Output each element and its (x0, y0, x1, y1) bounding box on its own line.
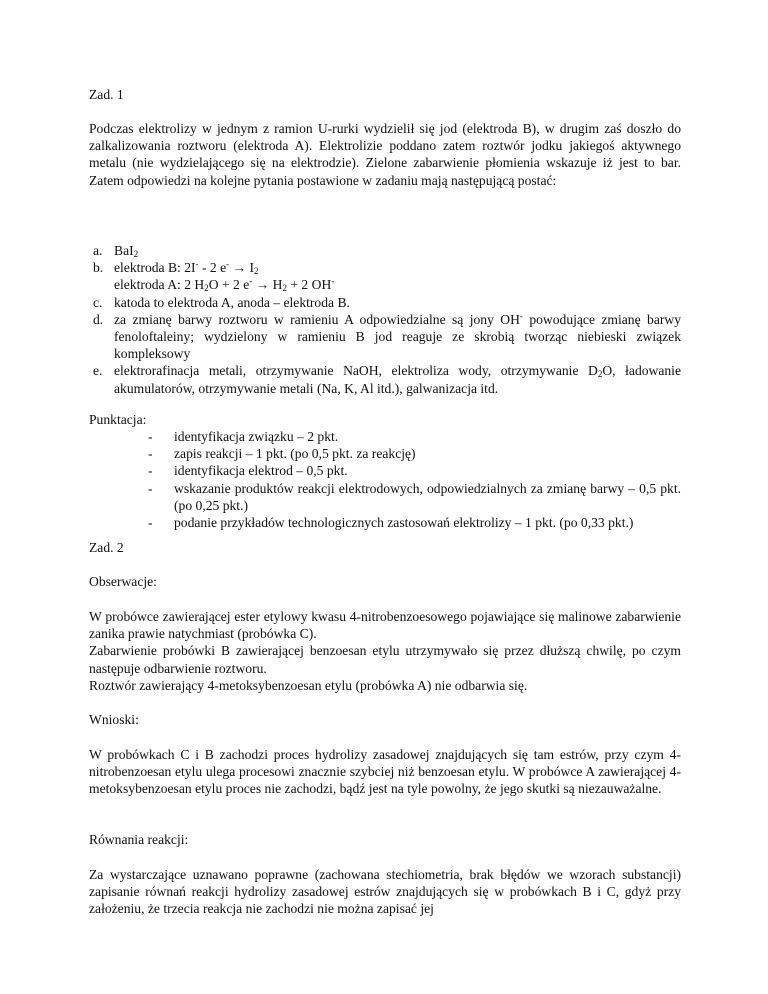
answer-d: d. za zmianę barwy roztworu w ramieniu A odpowiedzialne są jony OH- powodujące zmianę barwy fenoloftaleiny; wydzielony w ramieniu B jod reaguje ze skrobią tworząc niebieski związek kompleksowy (93, 310, 681, 362)
answer-b-line2: elektroda A: 2 $H_2O + 2$ $e^- \to H_2 + 2$ OH- (114, 276, 335, 294)
punktacja-list (148, 428, 681, 531)
punktacja-item: - podanie przykładów technologicznych zastosowań elektrolizy – 1 pkt. (po 0,33 pkt.) (148, 515, 634, 531)
wnioski-text: W probówkach C i B zachodzi proces hydrolizy zasadowej znajdujących się tam estrów, przy czym 4-nitrobenzoesan etylu ulega procesowi znacznie szybciej niż benzoesan etylu. W probówce A zawierającej 4-metoksybenzoesan etylu proces nie zachodzi, bądź jest na tyle powolny, że jego skutki są niezauważalne. (89, 747, 681, 797)
zad1-answer-list (89, 242, 681, 397)
answer-e: e. elektrorafinacja metali, otrzymywanie NaOH, elektroliza wody, otrzymywanie $D_2O$, ładowanie akumulatorów, otrzymywanie metali (Na, K, Al itd.), galwanizacja itd. (93, 363, 681, 396)
obserwacja-b: Zabarwienie probówki B zawierającej benzoesan etylu utrzymywało się przez dłuższą chwilę, po czym następuje odbarwienie roztworu. (89, 643, 681, 676)
punktacja-item: - zapis reakcji – 1 pkt. (po 0,5 pkt. za reakcję) (148, 446, 416, 462)
zad1-title: Zad. 1 (89, 87, 124, 102)
obserwacje-text (89, 608, 681, 694)
zad1-intro: Podczas elektrolizy w jednym z ramion U-rurki wydzielił się jod (elektroda B), w drugim zaś doszło do zalkalizowania roztworu (elektroda A). Elektrolizie poddano zatem roztwór jodku jakiegoś aktywnego metalu (nie wydzielającego się na elektrodzie). Zielone zabarwienie płomienia wskazuje iż jest to bar. Zatem odpowiedzi na kolejne pytania postawione w zadaniu mają następującą postać: (89, 121, 681, 188)
zad2-title: Zad. 2 (89, 540, 124, 555)
rownania-label: Równania reakcji: (89, 832, 189, 847)
obserwacje-label: Obserwacje: (89, 574, 157, 589)
obserwacja-c: W probówce zawierającej ester etylowy kwasu 4-nitrobenzoesowego pojawiające się malinowe zabarwienie zanika prawie natychmiast (probówka C). (89, 609, 681, 642)
answer-b: b. elektroda B: 2I- - 2 $e^- \to I_2$ (93, 259, 259, 277)
wnioski-label: Wnioski: (89, 712, 139, 727)
punktacja-label: Punktacja: (89, 412, 147, 427)
punktacja-item: - identyfikacja związku – 2 pkt. (148, 429, 339, 444)
obserwacja-a: Roztwór zawierający 4-metoksybenzoesan etylu (probówka A) nie odbarwia się. (89, 677, 528, 693)
answer-a: a. BaI$_2$ (93, 243, 139, 259)
answer-c: c. katoda to elektroda A, anoda – elektroda B. (93, 294, 350, 310)
punktacja-item: - identyfikacja elektrod – 0,5 pkt. (148, 463, 348, 479)
rownania-text: Za wystarczające uznawano poprawne (zachowana stechiometria, brak błędów we wzorach substancji) zapisanie równań reakcji hydrolizy zasadowej estrów znajdujących się w probówkach B i C, gdyż przy założeniu, że trzecia reakcja nie zachodzi nie można zapisać jej (89, 867, 681, 917)
punktacja-item: - wskazanie produktów reakcji elektrodowych, odpowiedzialnych za zmianę barwy – 0,5 pkt. (po 0,25 pkt.) (148, 480, 681, 513)
